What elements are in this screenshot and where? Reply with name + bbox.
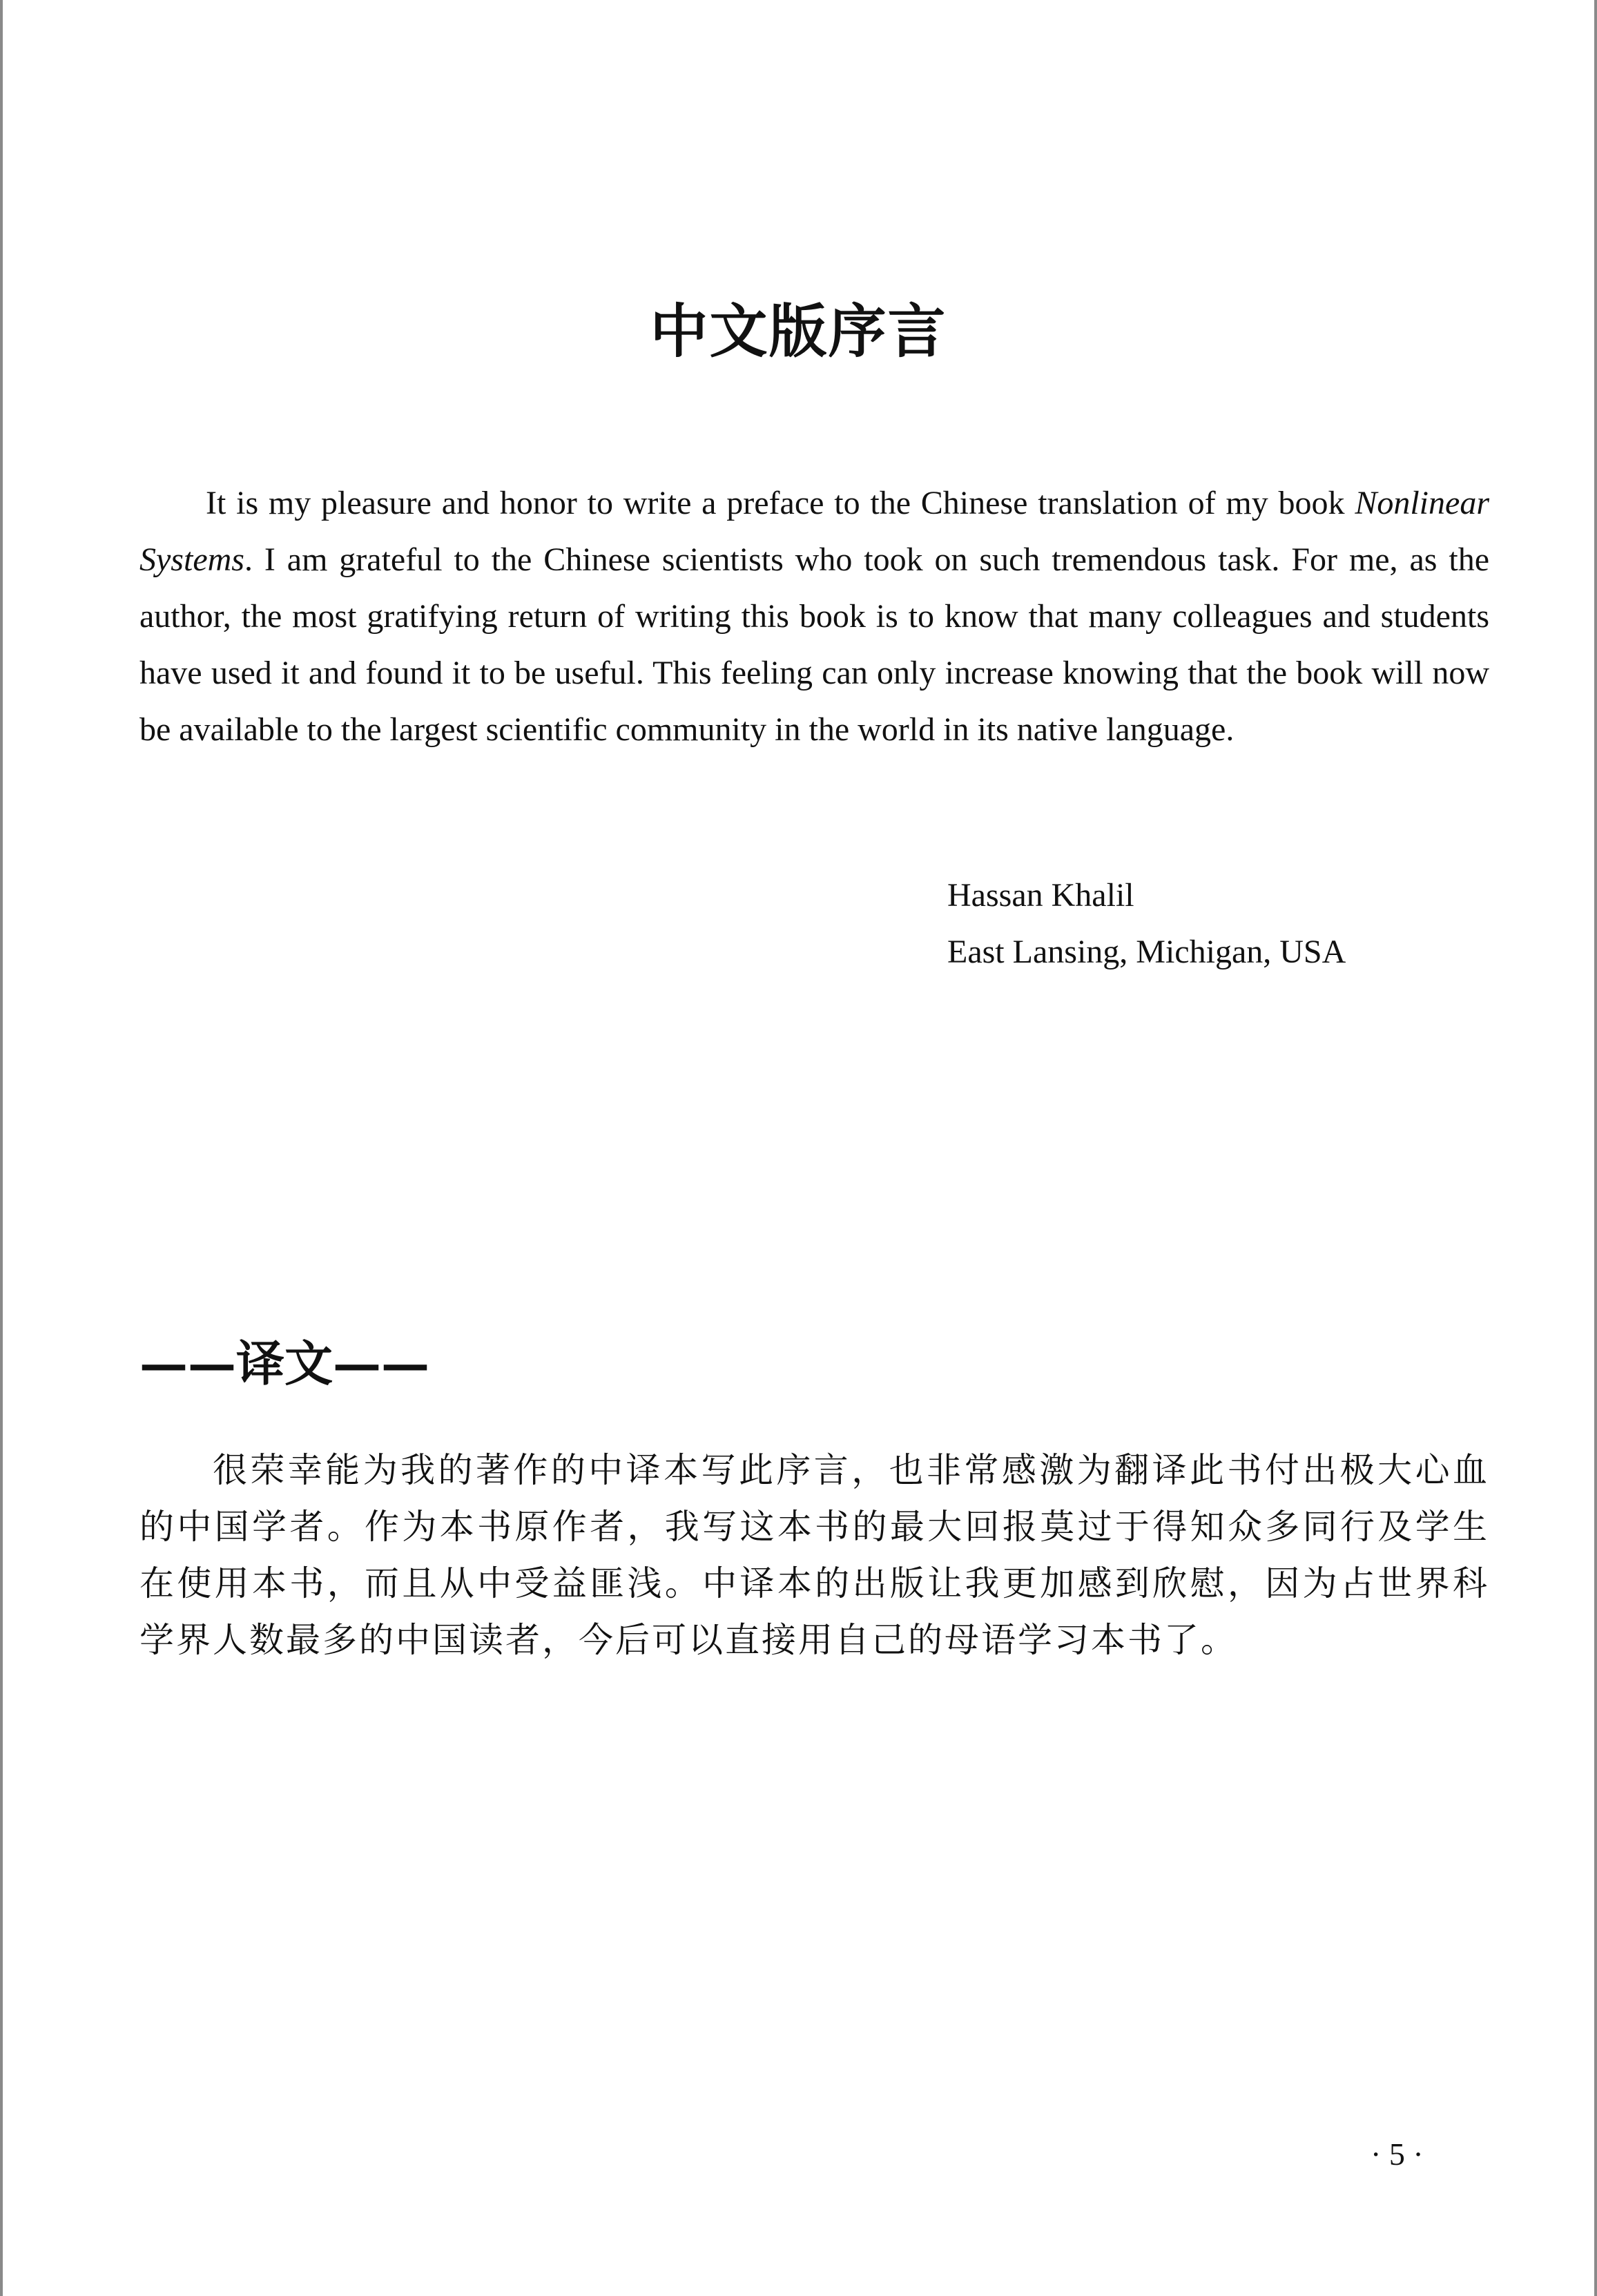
book-title: Nonlinear Systems [139, 485, 1489, 578]
author-name: Hassan Khalil [947, 877, 1134, 914]
preface-body-text: . I am grateful to the Chinese scientists who took on such tremendous task. For me, as the author, the most gratifying return of writing this book is to know that many colleagues and students have used it and found it to be useful. This feeling can only increase knowing that the book will now be available to the largest scientific community in the world in its native language. [139, 541, 1489, 748]
chinese-translation-paragraph: 很荣幸能为我的著作的中译本写此序言，也非常感激为翻译此书付出极大心血的中国学者。作为本书原作者，我写这本书的最大回报莫过于得知众多同行及学生在使用本书，而且从中受益匪浅。中译本的出版让我更加感到欣慰，因为占世界科学界人数最多的中国读者，今后可以直接用自己的母语学习本书了。 [139, 1450, 1489, 1660]
page-title: 中文版序言 [650, 297, 947, 365]
page-number: · 5 · [1371, 2136, 1424, 2172]
english-preface [139, 475, 1489, 758]
author-signature [947, 867, 1346, 981]
preface-intro-text: It is my pleasure and honor to write a preface to the Chinese translation of my book [206, 485, 1355, 521]
author-location: East Lansing, Michigan, USA [947, 934, 1346, 970]
english-preface-paragraph [139, 475, 1489, 758]
chinese-translation [139, 1442, 1489, 1668]
translation-heading: ——译文—— [139, 1335, 429, 1392]
